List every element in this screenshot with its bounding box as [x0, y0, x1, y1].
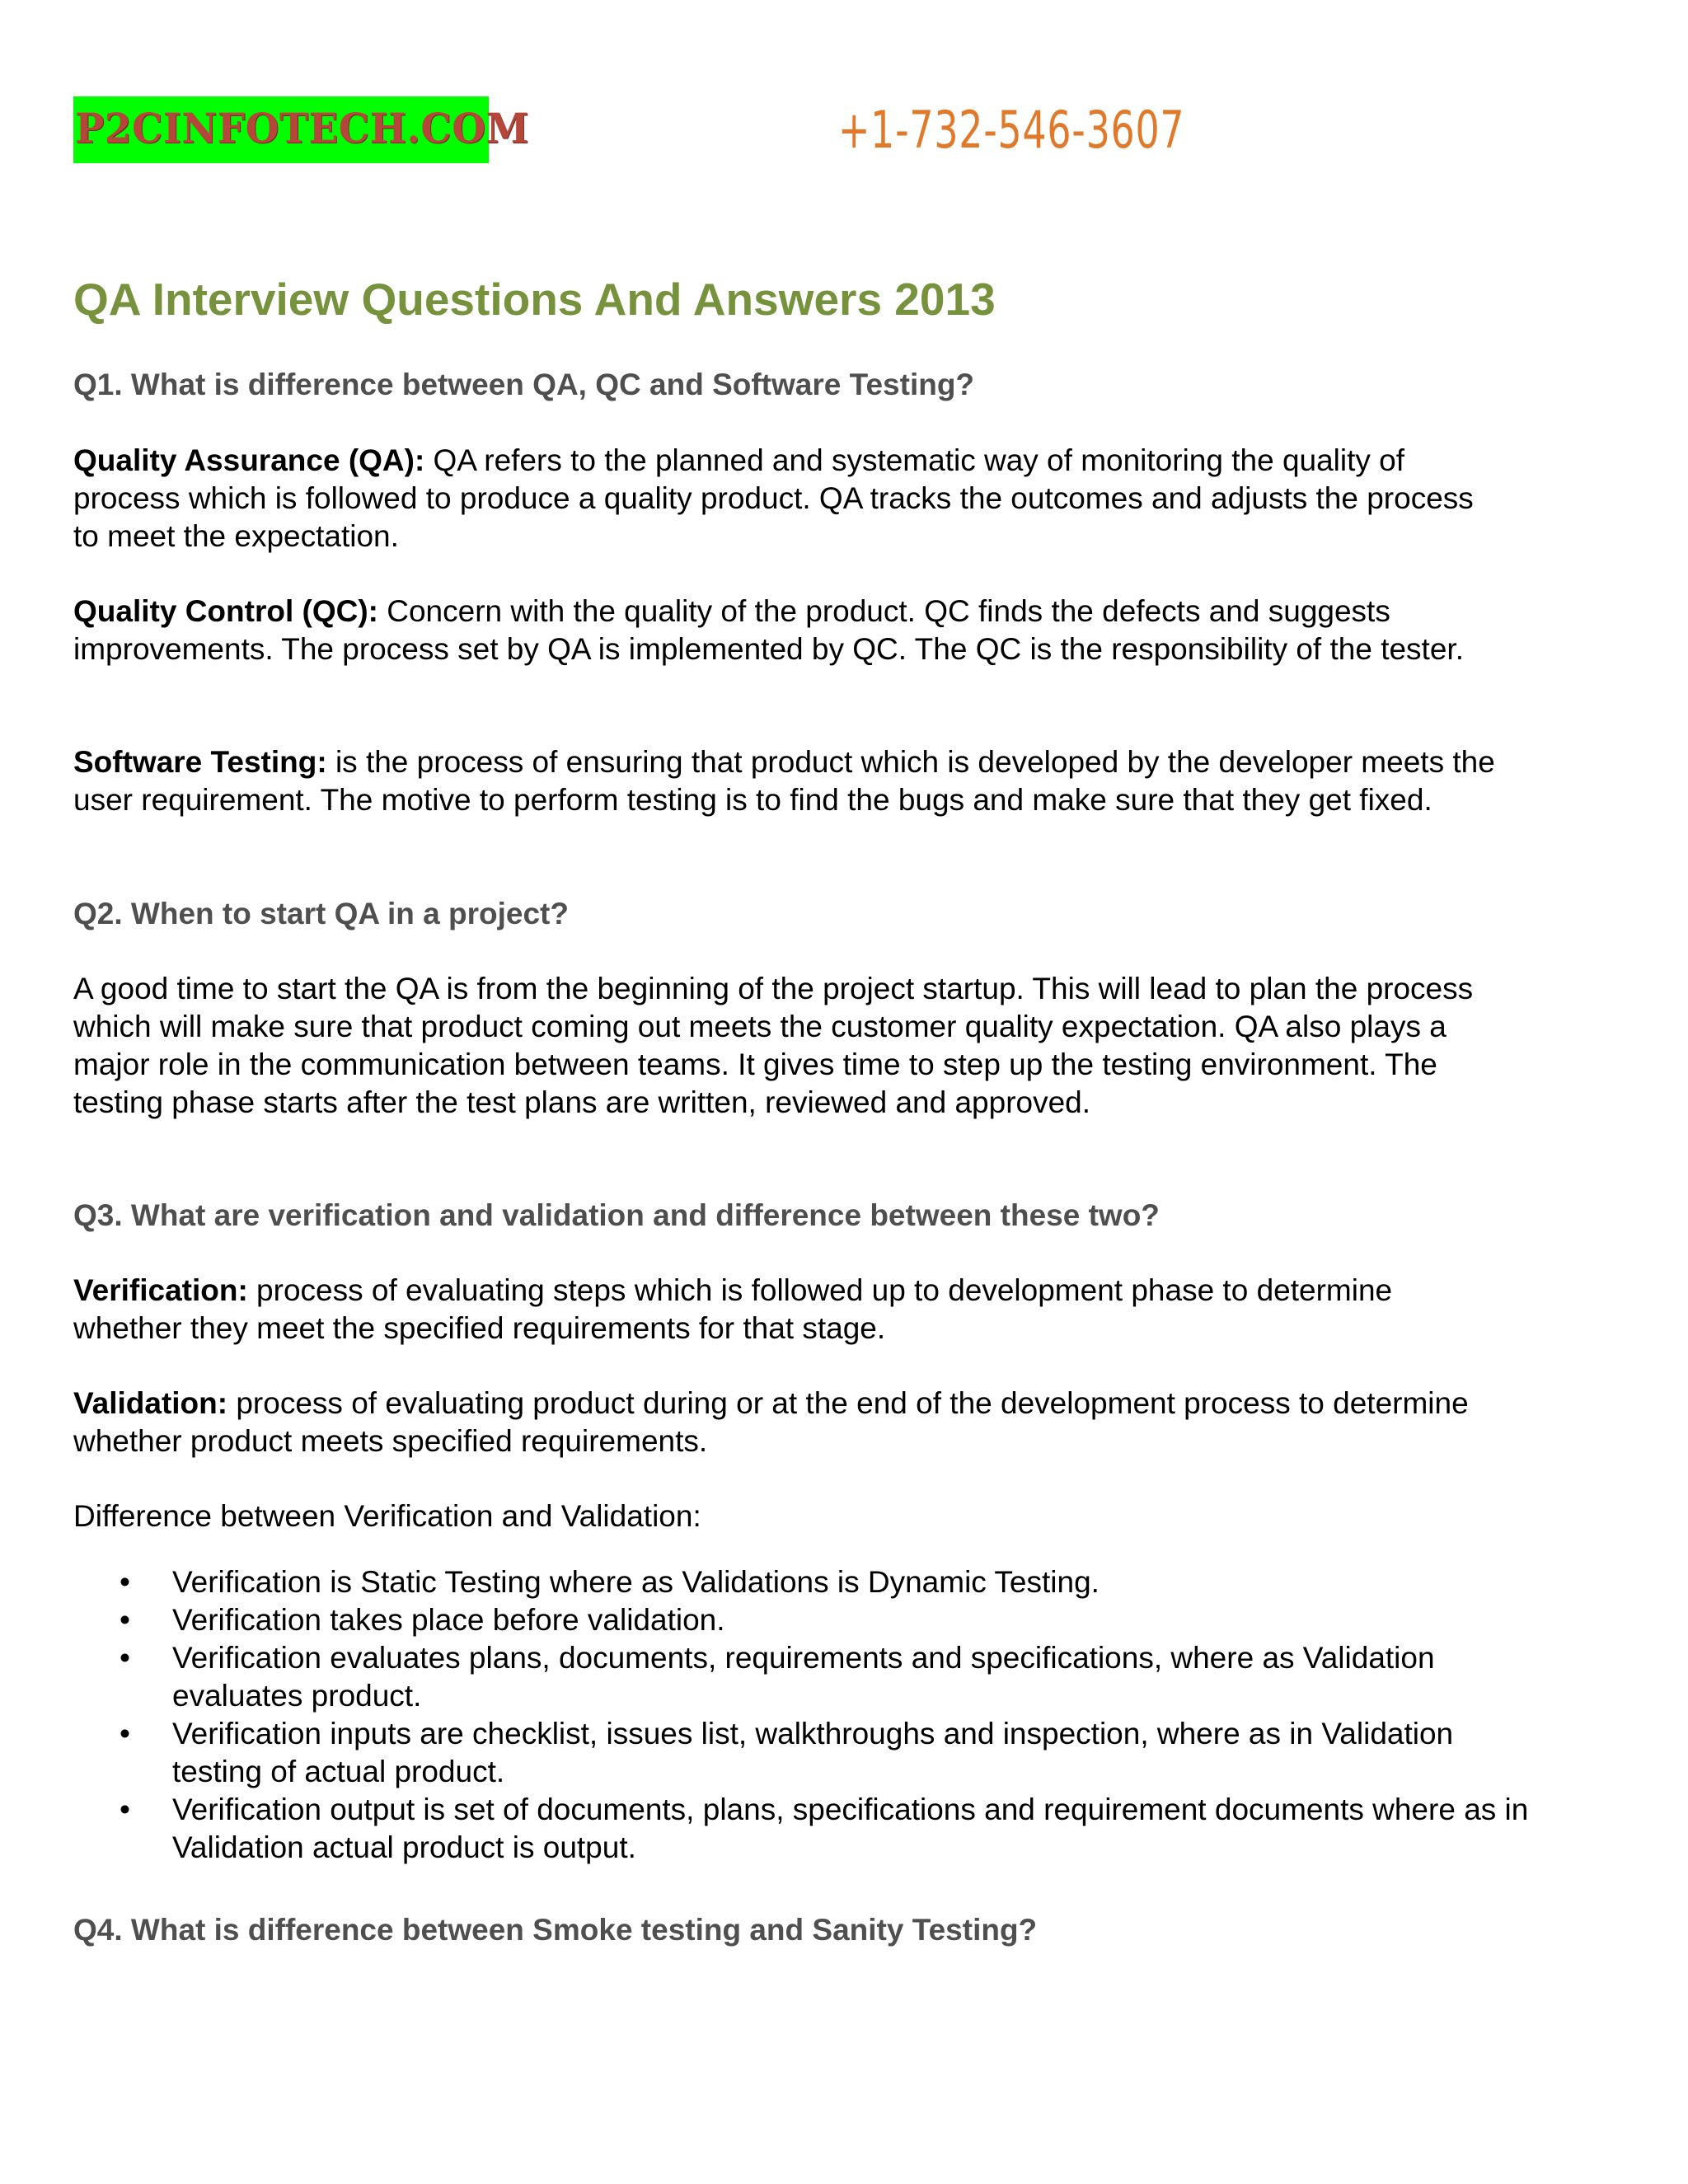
- qa-term: Quality Assurance (QA):: [73, 443, 425, 477]
- validation-text: process of evaluating product during or at the end of the development process to determine whether product meets specified requirements.: [73, 1386, 1469, 1458]
- software-testing-text: is the process of ensuring that product which is developed by the developer meets the user requirement. The motive to perform testing is to find the bugs and make sure that they get fixed.: [73, 745, 1495, 817]
- list-item-text: Verification is Static Testing where as Validations is Dynamic Testing.: [172, 1565, 1100, 1599]
- validation-term: Validation:: [73, 1386, 228, 1420]
- bullet-icon: •: [120, 1793, 130, 1826]
- validation-definition: [73, 1385, 1499, 1460]
- verification-term: Verification:: [73, 1273, 248, 1307]
- software-testing-definition: [73, 743, 1499, 819]
- list-item-text: Verification evaluates plans, documents, requirements and specifications, where as Validation evaluates product.: [172, 1641, 1435, 1713]
- list-item: [73, 1715, 1540, 1791]
- qa-definition: [73, 442, 1499, 555]
- bullet-icon: •: [120, 1641, 130, 1675]
- difference-intro: Difference between Verification and Validation:: [73, 1499, 701, 1533]
- bullet-icon: •: [120, 1717, 130, 1750]
- answer-2: A good time to start the QA is from the beginning of the project startup. This will lead to plan the process which will make sure that product coming out meets the customer quality expectation. QA also plays a major role in the communication between teams. It gives time to step up the testing environment. The testing phase starts after the test plans are written, reviewed and approved.: [73, 972, 1474, 1119]
- question-1: Q1. What is difference between QA, QC and Software Testing?: [73, 368, 975, 401]
- list-item: [73, 1791, 1540, 1867]
- list-item-text: Verification inputs are checklist, issues list, walkthroughs and inspection, where as in Validation testing of actual product.: [172, 1717, 1454, 1788]
- bullet-icon: •: [120, 1565, 130, 1599]
- difference-list: [73, 1563, 1540, 1867]
- page-title: QA Interview Questions And Answers 2013: [73, 274, 996, 325]
- question-2: Q2. When to start QA in a project?: [73, 897, 569, 930]
- qc-definition: [73, 593, 1499, 668]
- list-item: [73, 1601, 1540, 1639]
- verification-definition: [73, 1272, 1499, 1347]
- list-item: [73, 1639, 1540, 1715]
- software-testing-term: Software Testing:: [73, 745, 327, 779]
- brand-logo-text[interactable]: P2CINFOTECH.COM: [75, 104, 530, 152]
- list-item-text: Verification takes place before validation.: [172, 1603, 725, 1637]
- bullet-icon: •: [120, 1603, 130, 1637]
- question-3: Q3. What are verification and validation and difference between these two?: [73, 1198, 1160, 1232]
- question-4: Q4. What is difference between Smoke testing and Sanity Testing?: [73, 1913, 1038, 1947]
- phone-number[interactable]: +1-732-546-3607: [838, 100, 1185, 160]
- qc-term: Quality Control (QC):: [73, 594, 378, 628]
- qc-text: Concern with the quality of the product. QC finds the defects and suggests improvements. The process set by QA is implemented by QC. The QC is the responsibility of the tester.: [73, 594, 1464, 666]
- verification-text: process of evaluating steps which is followed up to development phase to determine whether they meet the specified requirements for that stage.: [73, 1273, 1393, 1345]
- qa-text: QA refers to the planned and systematic way of monitoring the quality of process which is followed to produce a quality product. QA tracks the outcomes and adjusts the process to meet the expectation.: [73, 443, 1474, 553]
- list-item-text: Verification output is set of documents, plans, specifications and requirement documents where as in Validation actual product is output.: [172, 1793, 1529, 1864]
- list-item: [73, 1563, 1540, 1601]
